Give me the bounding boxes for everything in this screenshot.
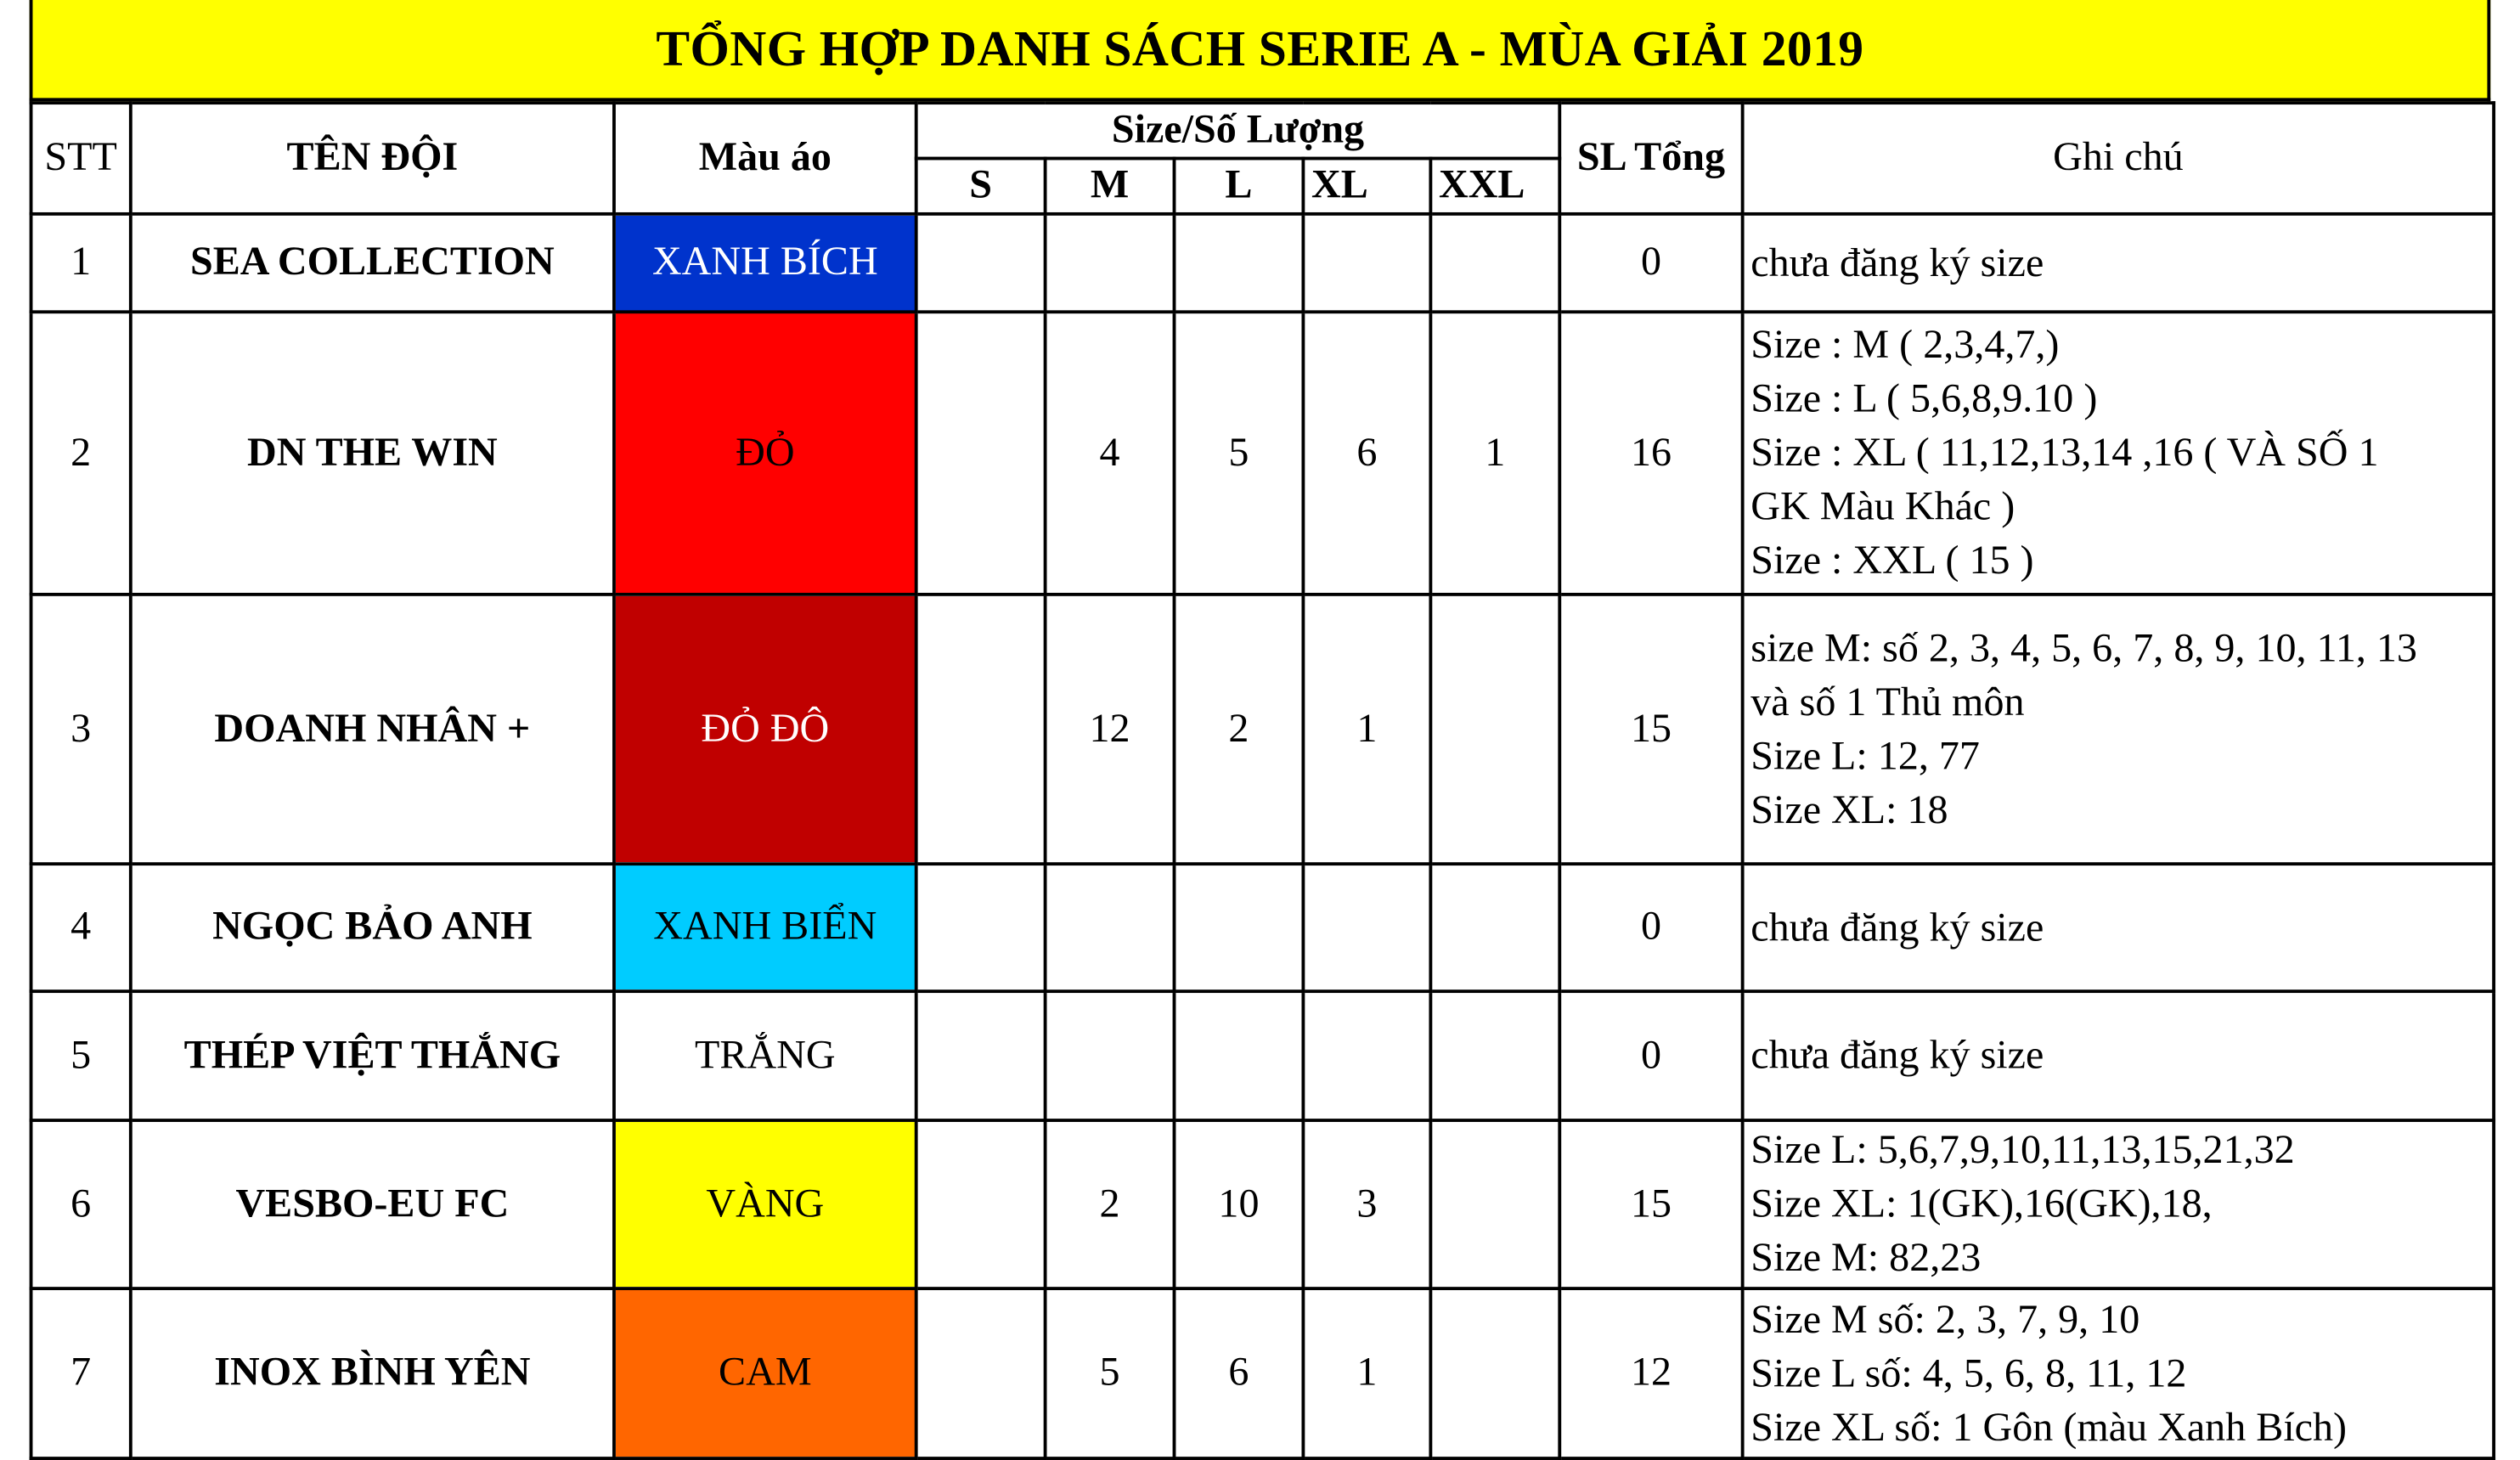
cell-size-l [1174,214,1303,312]
header-size-s: S [916,159,1046,214]
header-size-group: Size/Số Lượng [916,103,1560,158]
cell-size-s [916,991,1046,1120]
cell-size-s [916,312,1046,595]
cell-size-s [916,1288,1046,1458]
cell-size-l: 2 [1174,595,1303,864]
cell-team: SEA COLLECTION [131,214,614,312]
note-line: chưa đăng ký size [1750,1034,2044,1079]
cell-team: THÉP VIỆT THẮNG [131,991,614,1120]
cell-size-l [1174,991,1303,1120]
note-line: Size XL số: 1 Gôn (màu Xanh Bích) [1750,1405,2348,1450]
cell-size-xl: 1 [1303,595,1430,864]
header-size-xl: XL [1303,159,1430,214]
table-row [31,1120,2495,1288]
cell-team: INOX BÌNH YÊN [131,1288,614,1458]
roster-table [30,101,2495,1460]
cell-size-xl [1303,214,1430,312]
cell-size-xxl [1430,864,1559,991]
cell-size-m: 4 [1046,312,1175,595]
cell-size-xxl: 1 [1430,312,1559,595]
note-line: GK Màu Khác ) [1750,485,2015,529]
header-notes: Ghi chú [1743,103,2494,214]
note-line: Size : L ( 5,6,8,9.10 ) [1750,377,2098,422]
cell-team: DN THE WIN [131,312,614,595]
cell-size-l [1174,864,1303,991]
cell-stt: 5 [31,991,131,1120]
header-color: Màu áo [614,103,916,214]
cell-team: VESBO-EU FC [131,1120,614,1288]
note-line: và số 1 Thủ môn [1750,679,2025,724]
cell-stt: 1 [31,214,131,312]
cell-color: CAM [614,1288,916,1458]
cell-size-s [916,595,1046,864]
cell-team: DOANH NHÂN + [131,595,614,864]
cell-color: VÀNG [614,1120,916,1288]
cell-notes [1743,864,2494,991]
note-line: size M: số 2, 3, 4, 5, 6, 7, 8, 9, 10, 11, 13 [1750,626,2417,671]
note-line: Size L: 5,6,7,9,10,11,13,15,21,32 [1750,1128,2295,1173]
cell-size-l: 5 [1174,312,1303,595]
cell-size-xl: 6 [1303,312,1430,595]
cell-color: XANH BÍCH [614,214,916,312]
cell-stt: 7 [31,1288,131,1458]
cell-size-xxl [1430,991,1559,1120]
cell-stt: 4 [31,864,131,991]
cell-stt: 6 [31,1120,131,1288]
cell-team: NGỌC BẢO ANH [131,864,614,991]
note-line: Size : XXL ( 15 ) [1750,538,2034,583]
roster-body [31,214,2495,1458]
cell-size-xl [1303,864,1430,991]
cell-notes [1743,1288,2494,1458]
cell-total: 15 [1559,595,1742,864]
cell-size-xl [1303,991,1430,1120]
cell-color: ĐỎ [614,312,916,595]
cell-color: ĐỎ ĐÔ [614,595,916,864]
sheet-title: TỔNG HỢP DANH SÁCH SERIE A - MÙA GIẢI 2019 [30,0,2491,101]
note-line: Size L số: 4, 5, 6, 8, 11, 12 [1750,1351,2187,1396]
note-line: Size XL: 1(GK),16(GK),18, [1750,1182,2213,1227]
note-line: Size M số: 2, 3, 7, 9, 10 [1750,1297,2140,1342]
table-row [31,595,2495,864]
header-team: TÊN ĐỘI [131,103,614,214]
cell-color: XANH BIỂN [614,864,916,991]
cell-total: 15 [1559,1120,1742,1288]
cell-size-l: 6 [1174,1288,1303,1458]
cell-size-m [1046,864,1175,991]
cell-size-xxl [1430,595,1559,864]
note-line: Size M: 82,23 [1750,1236,1982,1281]
note-line: chưa đăng ký size [1750,905,2044,950]
cell-size-m: 2 [1046,1120,1175,1288]
cell-size-xxl [1430,214,1559,312]
cell-size-m: 12 [1046,595,1175,864]
table-row [31,1288,2495,1458]
table-row [31,991,2495,1120]
note-line: Size XL: 18 [1750,787,1948,832]
table-row [31,312,2495,595]
header-row-top [31,103,2495,158]
cell-size-xxl [1430,1120,1559,1288]
note-line: chưa đăng ký size [1750,240,2044,285]
cell-notes [1743,214,2494,312]
cell-total: 16 [1559,312,1742,595]
header-size-xxl: XXL [1430,159,1559,214]
cell-total: 12 [1559,1288,1742,1458]
cell-stt: 2 [31,312,131,595]
table-row [31,214,2495,312]
cell-notes [1743,595,2494,864]
cell-notes [1743,991,2494,1120]
cell-total: 0 [1559,864,1742,991]
cell-notes [1743,1120,2494,1288]
cell-size-m [1046,991,1175,1120]
note-line: Size L: 12, 77 [1750,734,1980,779]
cell-size-s [916,1120,1046,1288]
cell-color: TRẮNG [614,991,916,1120]
cell-notes [1743,312,2494,595]
cell-size-s [916,864,1046,991]
cell-size-l: 10 [1174,1120,1303,1288]
header-size-l: L [1174,159,1303,214]
header-total: SL Tổng [1559,103,1742,214]
cell-size-m: 5 [1046,1288,1175,1458]
cell-total: 0 [1559,991,1742,1120]
cell-size-xxl [1430,1288,1559,1458]
note-line: Size : M ( 2,3,4,7,) [1750,323,2060,368]
cell-size-m [1046,214,1175,312]
cell-size-xl: 3 [1303,1120,1430,1288]
table-row [31,864,2495,991]
cell-total: 0 [1559,214,1742,312]
cell-size-s [916,214,1046,312]
header-size-m: M [1046,159,1175,214]
cell-stt: 3 [31,595,131,864]
cell-size-xl: 1 [1303,1288,1430,1458]
note-line: Size : XL ( 11,12,13,14 ,16 ( VÀ SỐ 1 [1750,431,2379,476]
header-stt: STT [31,103,131,214]
